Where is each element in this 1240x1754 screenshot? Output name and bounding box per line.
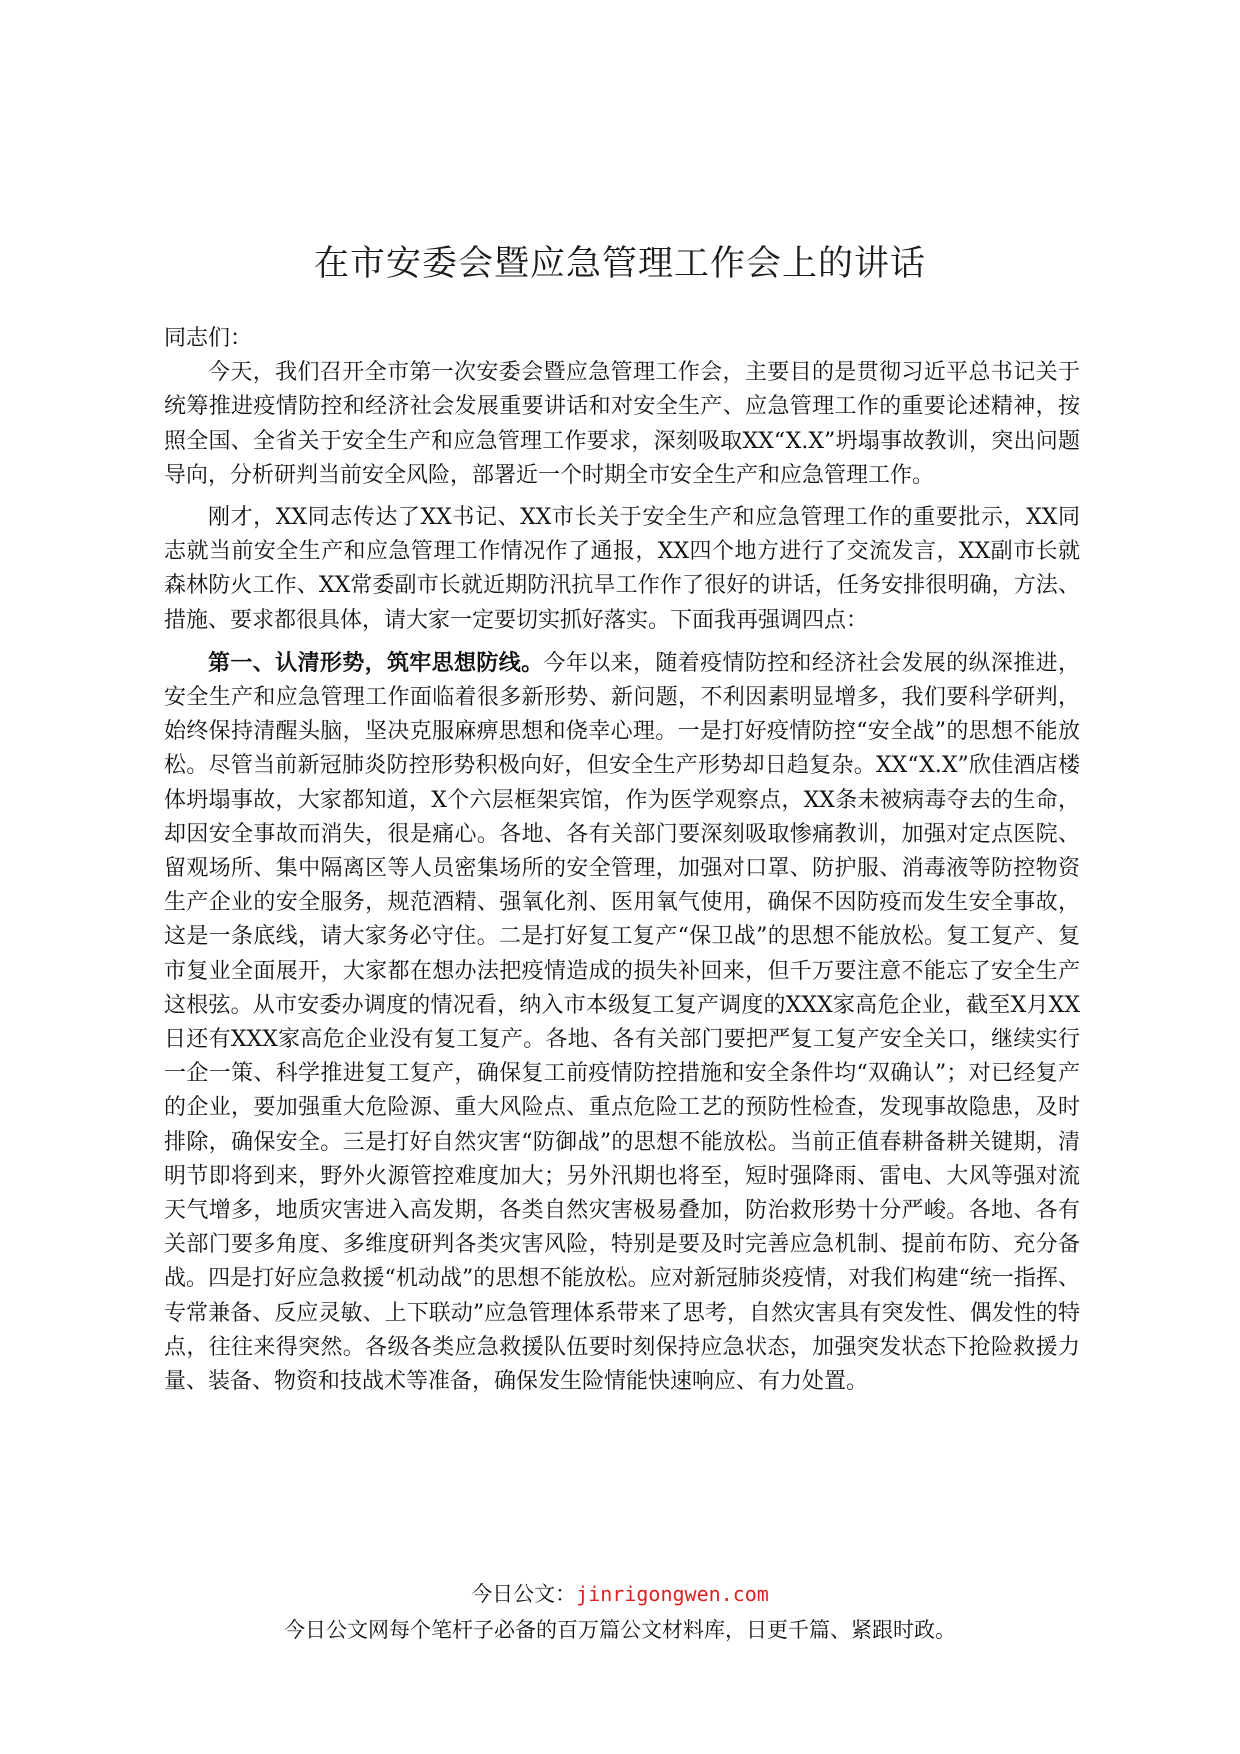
footer-url-link[interactable]: jinrigongwen.com bbox=[576, 1582, 769, 1606]
paragraph-2: 刚才，XX同志传达了XX书记、XX市长关于安全生产和应急管理工作的重要批示，XX同志就当前安全生产和应急管理工作情况作了通报，XX四个地方进行了交流发言，XX副市长就森林防火工作、XX常委副市长就近期防汛抗旱工作作了很好的讲话，任务安排很明确，方法、措施、要求都很具体，请大家一定要切实抓好落实。下面我再强调四点： bbox=[164, 505, 1080, 633]
footer-label: 今日公文： bbox=[471, 1582, 577, 1606]
footer-slogan: 今日公文网每个笔杆子必备的百万篇公文材料库，日更千篇、紧跟时政。 bbox=[284, 1618, 956, 1642]
paragraph-3 bbox=[164, 646, 1080, 1399]
document-body bbox=[164, 322, 1080, 1399]
paragraph-3-body: 今年以来，随着疫情防控和经济社会发展的纵深推进，安全生产和应急管理工作面临着很多新形势、新问题，不利因素明显增多，我们要科学研判，始终保持清醒头脑，坚决克服麻痹思想和侥幸心理。一是打好疫情防控“安全战”的思想不能放松。尽管当前新冠肺炎防控形势积极向好，但安全生产形势却日趋复杂。XX“X.X”欣佳酒店楼体坍塌事故，大家都知道，X个六层框架宾馆，作为医学观察点，XX条未被病毒夺去的生命，却因安全事故而消失，很是痛心。各地、各有关部门要深刻吸取惨痛教训，加强对定点医院、留观场所、集中隔离区等人员密集场所的安全管理，加强对口罩、防护服、消毒液等防控物资生产企业的安全服务，规范酒精、强氧化剂、医用氧气使用，确保不因防疫而发生安全事故，这是一条底线，请大家务必守住。二是打好复工复产“保卫战”的思想不能放松。复工复产、复市复业全面展开，大家都在想办法把疫情造成的损失补回来，但千万要注意不能忘了安全生产这根弦。从市安委办调度的情况看，纳入市本级复工复产调度的XXX家高危企业，截至X月XX日还有XXX家高危企业没有复工复产。各地、各有关部门要把严复工复产安全关口，继续实行一企一策、科学推进复工复产，确保复工前疫情防控措施和安全条件均“双确认”；对已经复产的企业，要加强重大危险源、重大风险点、重点危险工艺的预防性检查，发现事故隐患，及时排除，确保安全。三是打好自然灾害“防御战”的思想不能放松。当前正值春耕备耕关键期，清明节即将到来，野外火源管控难度加大；另外汛期也将至，短时强降雨、雷电、大风等强对流天气增多，地质灾害进入高发期，各类自然灾害极易叠加，防治救形势十分严峻。各地、各有关部门要多角度、多维度研判各类灾害风险，特别是要及时完善应急机制、提前布防、充分备战。四是打好应急救援“机动战”的思想不能放松。应对新冠肺炎疫情，对我们构建“统一指挥、专常兼备、反应灵敏、上下联动”应急管理体系带来了思考，自然灾害具有突发性、偶发性的特点，往往来得突然。各级各类应急救援队伍要时刻保持应急状态，加强突发状态下抢险救援力量、装备、物资和技战术等准备，确保发生险情能快速响应、有力处置。 bbox=[164, 650, 1080, 1395]
greeting: 同志们： bbox=[164, 326, 253, 351]
footer-source bbox=[0, 1578, 1240, 1608]
paragraph-1: 今天，我们召开全市第一次安委会暨应急管理工作会，主要目的是贯彻习近平总书记关于统筹推进疫情防控和经济社会发展重要讲话和对安全生产、应急管理工作的重要论述精神，按照全国、全省关于安全生产和应急管理工作要求，深刻吸取XX“X.X”坍塌事故教训，突出问题导向，分析研判当前安全风险，部署近一个时期全市安全生产和应急管理工作。 bbox=[164, 360, 1080, 488]
paragraph-3-lead: 第一、认清形势，筑牢思想防线。 bbox=[208, 649, 544, 676]
document-title: 在市安委会暨应急管理工作会上的讲话 bbox=[313, 244, 926, 284]
